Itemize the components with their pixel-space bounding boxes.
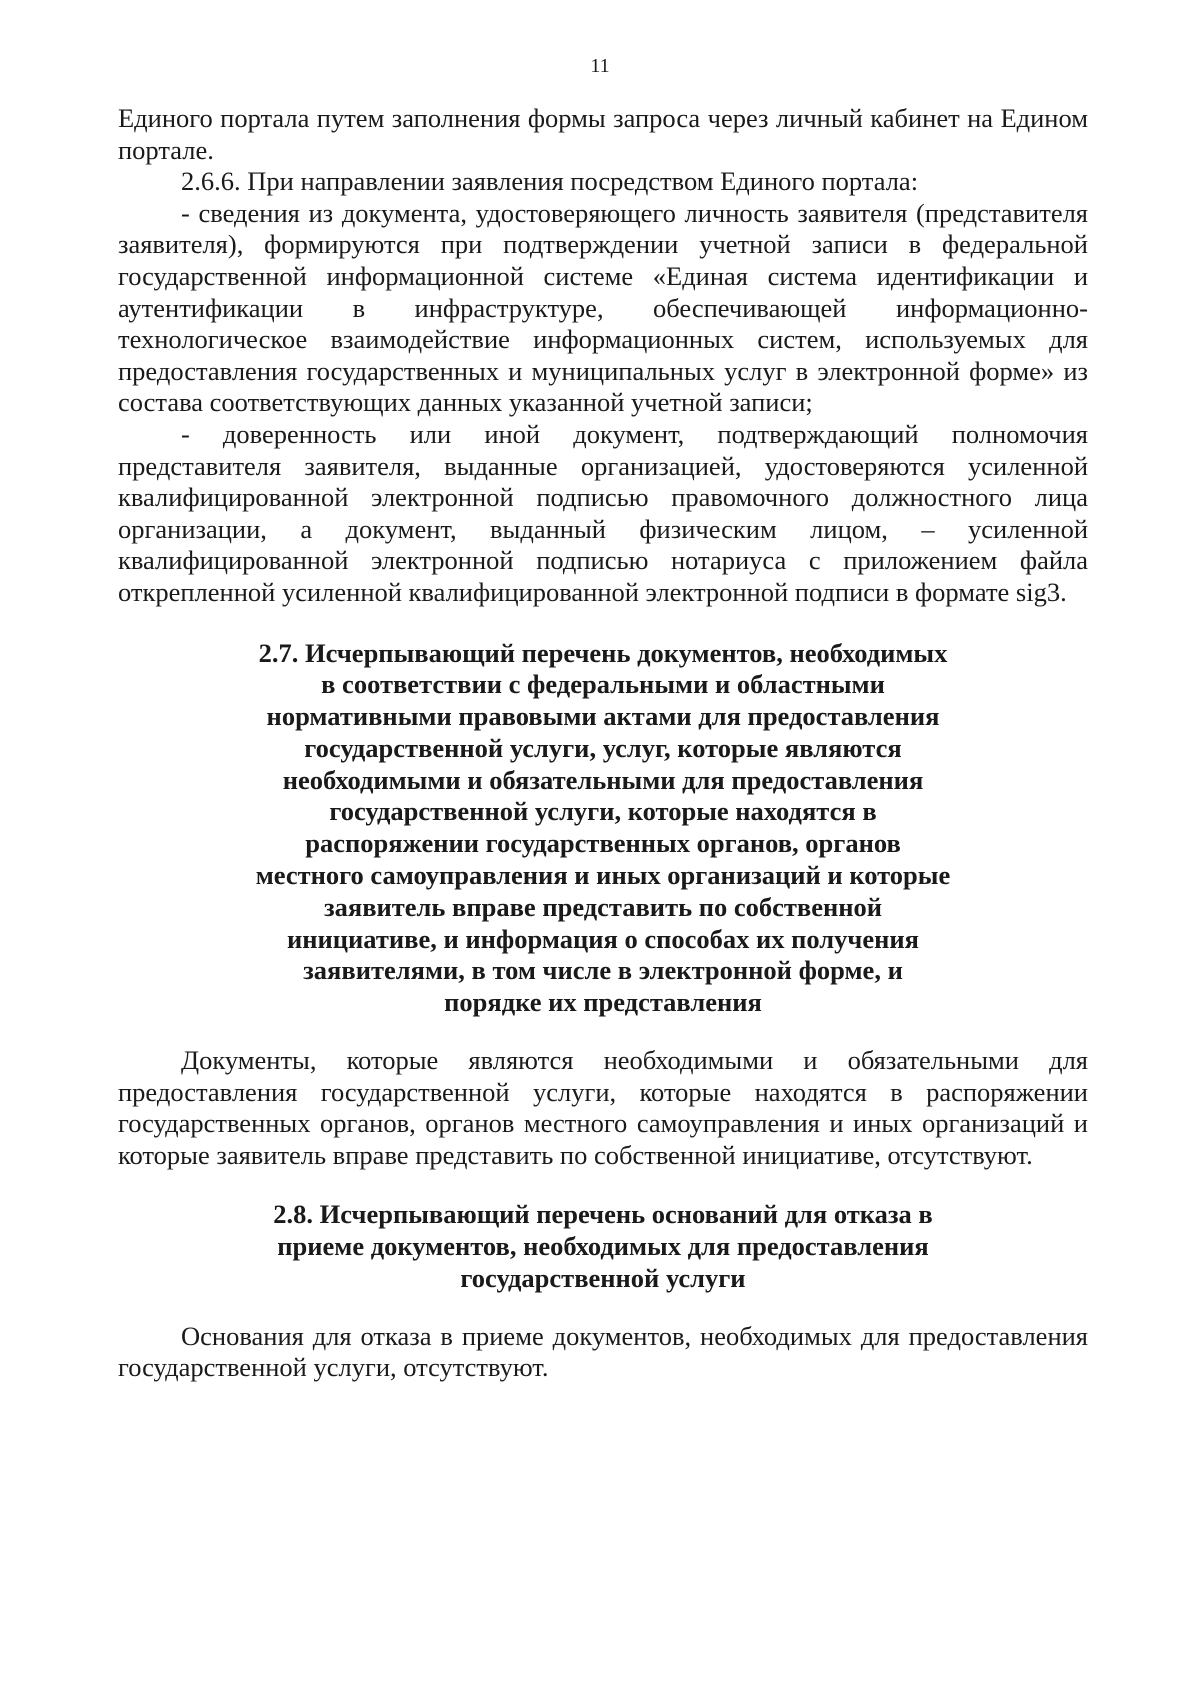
paragraph-continuation: Единого портала путем заполнения формы запроса через личный кабинет на Едином портале. <box>118 103 1088 165</box>
section-body-2-7: Документы, которые являются необходимыми и обязательными для предоставления государственной услуги, которые находятся в распоряжении государственных органов, органов местного самоуправления и иных организаций и которые заявитель вправе представить по собственной инициативе, отсутствуют. <box>118 1045 1088 1170</box>
paragraph-power-of-attorney: - доверенность или иной документ, подтверждающий полномочия представителя заявителя, выданные организацией, удостоверяются усиленной квалифицированной электронной подписью правомочного должностного лица организации, а документ, выданный физическим лицом, – усиленной квалифицированной электронной подписью нотариуса с приложением файла открепленной усиленной квалифицированной электронной подписи в формате sig3. <box>118 418 1088 607</box>
paragraph-2-6-6: 2.6.6. При направлении заявления посредством Единого портала: <box>181 166 919 197</box>
section-body-2-8: Основания для отказа в приеме документов, необходимых для предоставления государственной услуги, отсутствуют. <box>118 1320 1088 1383</box>
document-body <box>118 103 1088 1384</box>
page-number: 11 <box>590 55 610 77</box>
section-heading-2-8: 2.8. Исчерпывающий перечень оснований для отказа в приеме документов, необходимых для предоставления государственной услуги <box>273 1199 933 1294</box>
paragraph-identity-info: - сведения из документа, удостоверяющего личность заявителя (представителя заявителя), формируются при подтверждении учетной записи в федеральной государственной информационной системе «Единая система идентификации и аутентификации в инфраструктуре, обеспечивающей информационно-технологическое взаимодействие информационных систем, используемых для предоставления государственных и муниципальных услуг в электронной форме» из состава соответствующих данных указанной учетной записи; <box>118 197 1088 418</box>
section-heading-2-7: 2.7. Исчерпывающий перечень документов, необходимых в соответствии с федеральными и областными нормативными правовыми актами для предоставления государственной услуги, услуг, которые являются необходимыми и обязательными для предоставления государственной услуги, которые находятся в распоряжении государственных органов, органов местного самоуправления и иных организаций и которые заявитель вправе представить по собственной инициативе, и информация о способах их получения заявителями, в том числе в электронной форме, и порядке их представления <box>255 637 951 1018</box>
